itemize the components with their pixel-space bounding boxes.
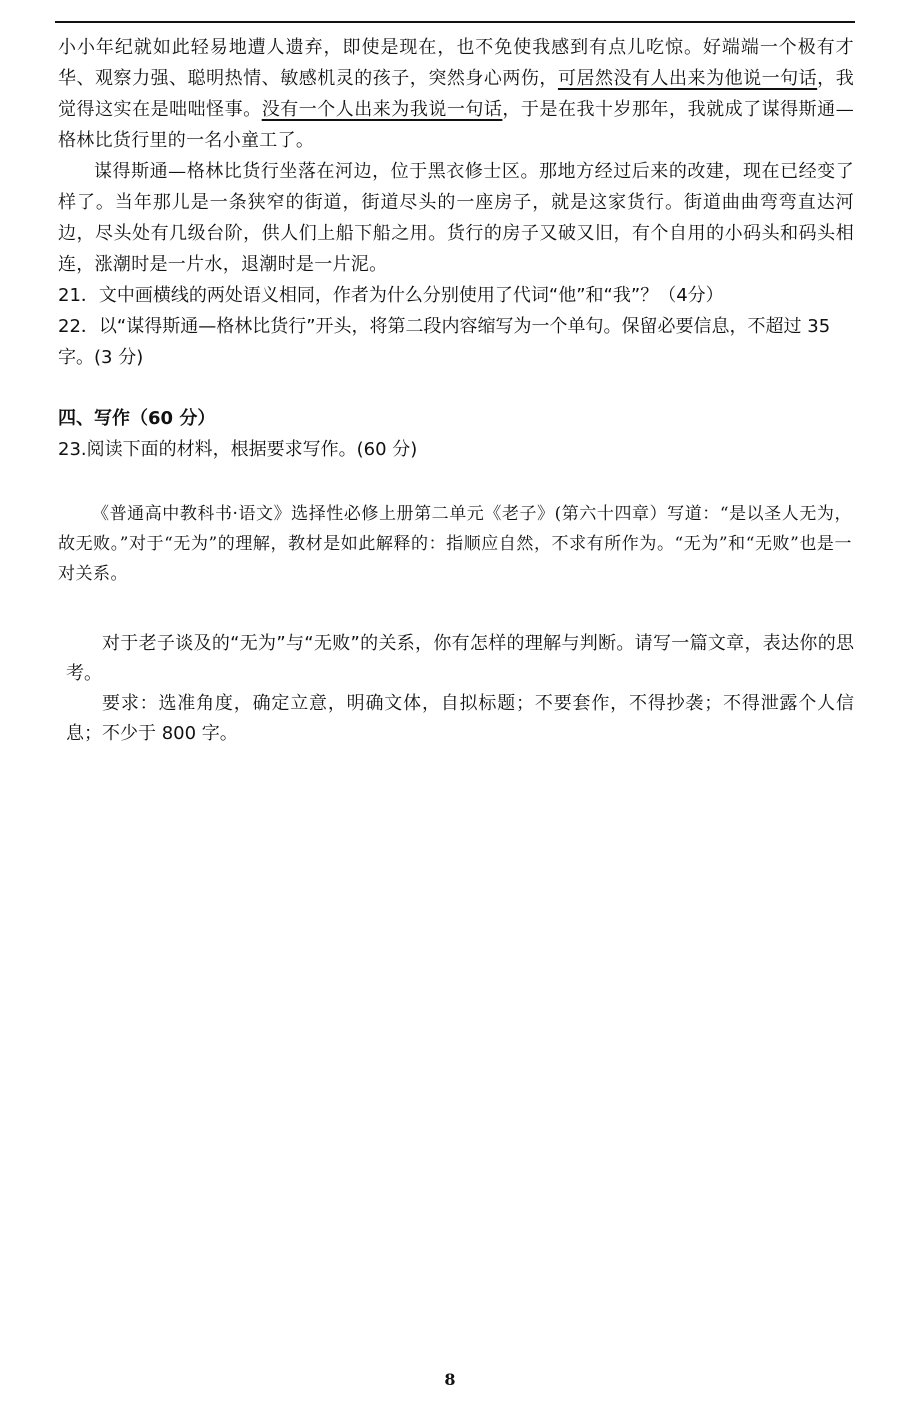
passage-paragraph-2: 谋得斯通—格林比货行坐落在河边，位于黑衣修士区。那地方经过后来的改建，现在已经变了样了。当年那儿是一条狭窄的街道，街道尽头的一座房子，就是这家货行。街道曲曲弯弯直达河边，尽头处有几级台阶，供人们上船下船之用。货行的房子又破又旧，有个自用的小码头和码头相连，涨潮时是一片水，退潮时是一片泥。 xyxy=(58,161,854,275)
question-23: 23.阅读下面的材料，根据要求写作。(60 分) xyxy=(58,439,418,460)
writing-prompt: 对于老子谈及的“无为”与“无败”的关系，你有怎样的理解与判断。请写一篇文章，表达你的思考。 xyxy=(66,633,854,684)
underlined-sentence-2: 没有一个人出来为我说一句话 xyxy=(261,99,503,120)
passage-p1-after: ，于是在我十岁那年，我就成了谋得斯通—格林比货行里的一名小童工了。 xyxy=(58,99,854,151)
question-21: 21．文中画横线的两处语义相同，作者为什么分别使用了代词“他”和“我”？（4分） xyxy=(58,285,724,306)
question-22: 22．以“谋得斯通—格林比货行”开头，将第二段内容缩写为一个单句。保留必要信息，不超过 35 字。(3 分) xyxy=(58,316,831,368)
writing-material: 《普通高中教科书·语文》选择性必修上册第二单元《老子》(第六十四章）写道：“是以圣人无为，故无败。”对于“无为”的理解，教材是如此解释的：指顺应自然，不求有所作为。“无为”和“无败”也是一对关系。 xyxy=(58,504,852,584)
passage-p1-before: 小小年纪就如此轻易地遭人遗弃，即使是现在，也不免使我感到有点儿吃惊。好端端一个极有才华、观察力强、聪明热情、敏感机灵的孩子，突然身心两伤， xyxy=(58,37,854,89)
passage-paragraph-1 xyxy=(58,32,854,156)
writing-requirement: 要求：选准角度，确定立意，明确文体，自拟标题；不要套作，不得抄袭；不得泄露个人信息；不少于 800 字。 xyxy=(66,693,854,744)
top-rule xyxy=(55,21,855,23)
underlined-sentence-1: 可居然没有人出来为他说一句话 xyxy=(557,68,818,89)
page-content xyxy=(58,32,854,749)
section-heading-writing: 四、写作（60 分） xyxy=(58,408,216,429)
page-number: 8 xyxy=(444,1370,456,1389)
passage-p1-middle: ，我觉得这实在是咄咄怪事。 xyxy=(58,68,854,120)
